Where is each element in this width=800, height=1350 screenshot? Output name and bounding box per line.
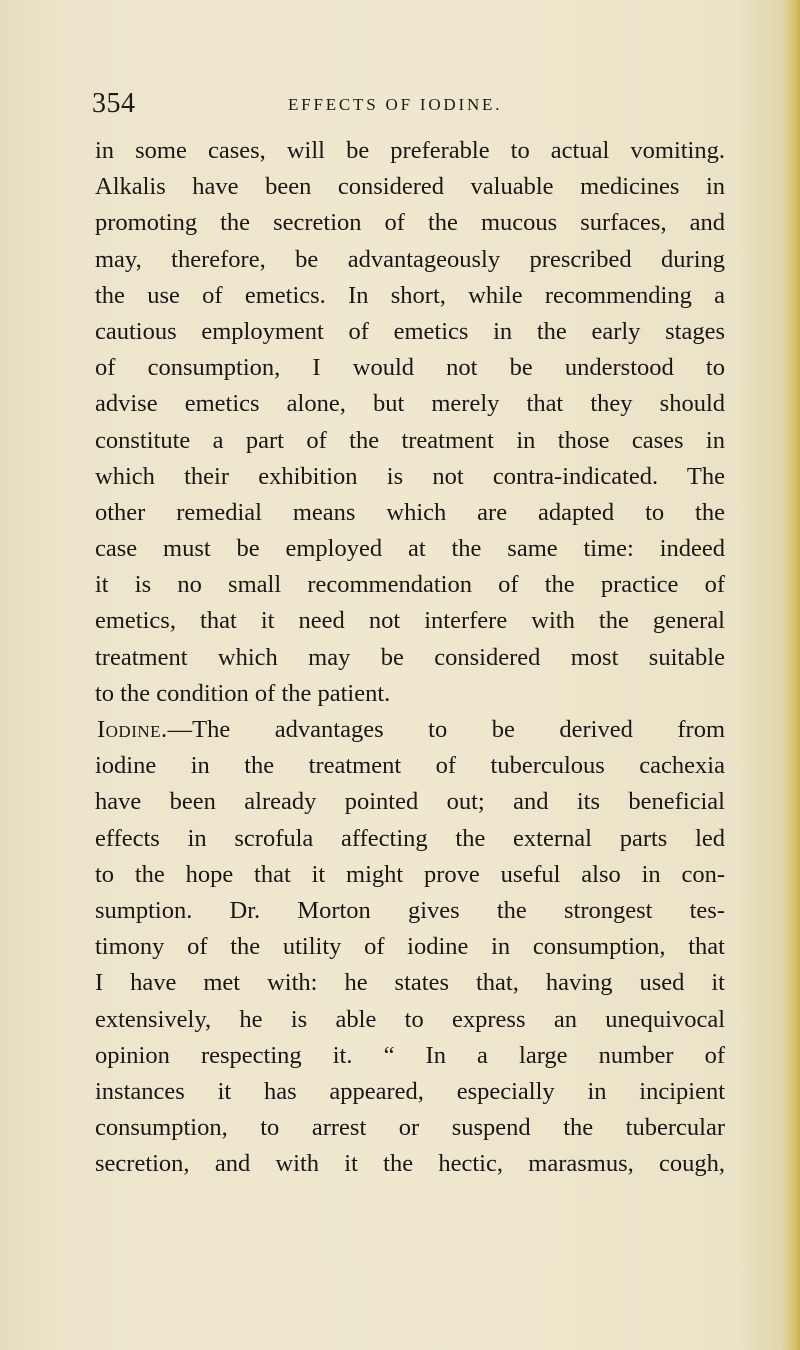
text-line: in some cases, will be preferable to actual vomiting. (95, 137, 725, 164)
text-line: sumption. Dr. Morton gives the strongest tes- (95, 896, 725, 924)
text-line: consumption, to arrest or suspend the tubercular (95, 1114, 725, 1142)
text-line: may, therefore, be advantageously prescribed during (95, 245, 725, 273)
text-line: cautious employment of emetics in the early stages (95, 317, 725, 345)
text-line: iodine in the treatment of tuberculous cachexia (95, 752, 725, 780)
text-line: I have met with: he states that, having used it (95, 969, 725, 997)
page-number: 354 (92, 88, 136, 119)
text-line: timony of the utility of iodine in consumption, that (95, 933, 725, 961)
section-heading: Iodine. (97, 716, 168, 743)
running-head: EFFECTS OF IODINE. (288, 95, 503, 114)
text-line: which their exhibition is not contra-indicated. The (95, 462, 725, 490)
text-line: other remedial means which are adapted to the (95, 498, 725, 526)
page-edge-shadow (782, 0, 800, 1350)
text-line: Alkalis have been considered valuable medicines in (95, 173, 725, 201)
text-line: effects in scrofula affecting the external parts led (95, 824, 725, 852)
section-first-line (95, 712, 725, 748)
text-line: treatment which may be considered most suitable (95, 643, 725, 671)
text-line: of consumption, I would not be understood to (95, 354, 725, 382)
section-first-line-text: —The advantages to be derived from (167, 716, 725, 743)
text-line: emetics, that it need not interfere with the general (95, 607, 725, 635)
text-line: instances it has appeared, especially in incipient (95, 1077, 725, 1105)
text-line: opinion respecting it. “ In a large number of (95, 1041, 725, 1069)
text-line: have been already pointed out; and its beneficial (95, 788, 725, 816)
page-header (92, 88, 712, 128)
text-line: to the condition of the patient. (95, 679, 391, 707)
text-line: case must be employed at the same time: indeed (95, 535, 725, 563)
body-text (95, 133, 725, 1182)
text-line: the use of emetics. In short, while recommending a (95, 281, 725, 309)
text-line: secretion, and with it the hectic, marasmus, cough, (95, 1150, 725, 1178)
text-line: promoting the secretion of the mucous surfaces, and (95, 209, 725, 237)
text-line: to the hope that it might prove useful also in con- (95, 860, 725, 888)
text-line: constitute a part of the treatment in those cases in (95, 426, 725, 454)
text-line: advise emetics alone, but merely that they should (95, 390, 725, 418)
text-line: extensively, he is able to express an unequivocal (95, 1005, 725, 1033)
text-line: it is no small recommendation of the practice of (95, 571, 725, 599)
